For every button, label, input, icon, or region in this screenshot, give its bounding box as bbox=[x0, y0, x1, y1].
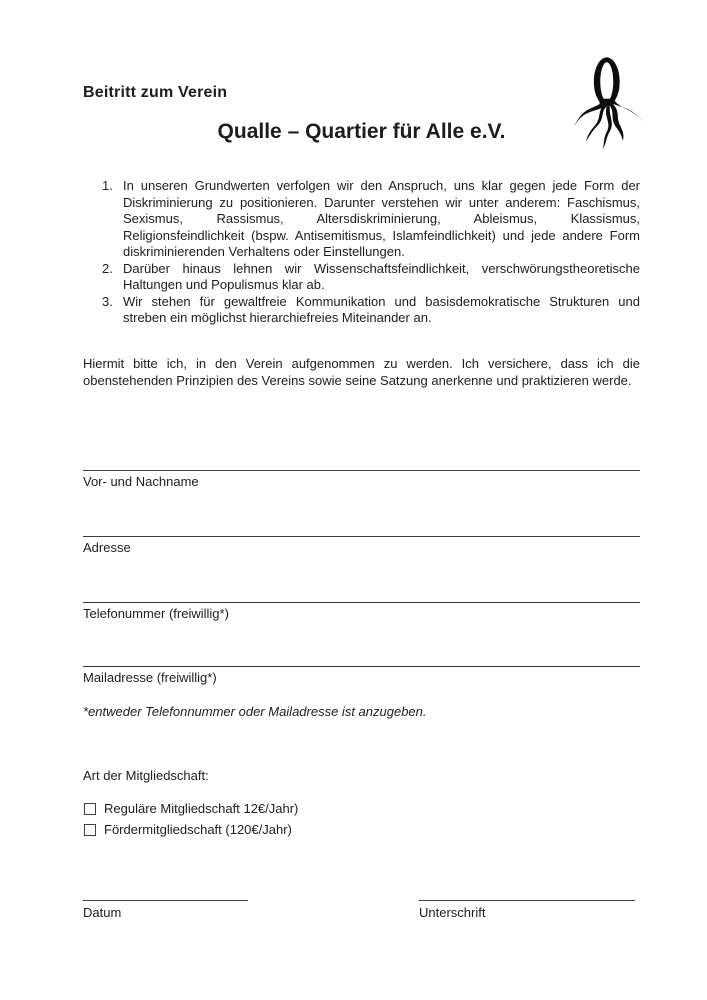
regular-membership-option bbox=[83, 801, 640, 818]
phone-field-label: Telefonummer (freiwillig*) bbox=[83, 606, 229, 621]
list-item-text: Wir stehen für gewaltfreie Kommunikation und basisdemokratische Strukturen und streben ein möglichst hierarchiefreies Miteinander an. bbox=[123, 293, 640, 325]
list-item bbox=[83, 261, 640, 294]
address-field[interactable] bbox=[83, 536, 640, 555]
support-membership-label: Fördermitgliedschaft (120€/Jahr) bbox=[104, 822, 292, 837]
date-label: Datum bbox=[83, 905, 122, 920]
regular-membership-checkbox[interactable] bbox=[84, 803, 96, 815]
principles-list bbox=[83, 178, 640, 327]
support-membership-checkbox[interactable] bbox=[84, 824, 96, 836]
association-title: Qualle – Quartier für Alle e.V. bbox=[217, 120, 506, 143]
name-field-label: Vor- und Nachname bbox=[83, 474, 199, 489]
list-item-number: 3. bbox=[102, 293, 113, 309]
list-item bbox=[83, 178, 640, 261]
list-item-number: 2. bbox=[102, 260, 113, 276]
regular-membership-label: Reguläre Mitgliedschaft 12€/Jahr) bbox=[104, 801, 299, 816]
declaration-paragraph: Hiermit bitte ich, in den Verein aufgenommen zu werden. Ich versichere, dass ich die obenstehenden Prinzipien des Vereins sowie seine Satzung anerkenne und praktizieren werde. bbox=[83, 356, 640, 388]
email-field-label: Mailadresse (freiwillig*) bbox=[83, 670, 217, 685]
membership-heading: Art der Mitgliedschaft: bbox=[83, 768, 209, 783]
phone-field[interactable] bbox=[83, 602, 640, 621]
footnote: *entweder Telefonnummer oder Mailadresse ist anzugeben. bbox=[83, 704, 427, 719]
name-field[interactable] bbox=[83, 470, 640, 489]
list-item-text: In unseren Grundwerten verfolgen wir den Anspruch, uns klar gegen jede Form der Diskriminierung zu positionieren. Darunter verstehen wir unter anderem: Faschismus, Sexismus, Rassismus, Altersdiskriminierung, Ableismus, Klassismus, Religionsfeindlichkeit (bspw. Antisemitismus, Islamfeindlichkeit) und jede andere Form diskriminierenden Verhaltens oder Einstellungen. bbox=[123, 178, 640, 259]
address-field-label: Adresse bbox=[83, 540, 131, 555]
list-item-number: 1. bbox=[102, 178, 113, 193]
email-field[interactable] bbox=[83, 666, 640, 685]
signature-label: Unterschrift bbox=[419, 905, 486, 920]
list-item-text: Darüber hinaus lehnen wir Wissenschaftsfeindlichkeit, verschwörungstheoretische Haltungen und Populismus klar ab. bbox=[123, 260, 640, 292]
date-signature-field[interactable] bbox=[83, 900, 248, 920]
signature-field[interactable] bbox=[419, 900, 635, 920]
support-membership-option bbox=[83, 822, 640, 839]
page-title: Beitritt zum Verein bbox=[83, 84, 228, 101]
list-item bbox=[83, 294, 640, 327]
